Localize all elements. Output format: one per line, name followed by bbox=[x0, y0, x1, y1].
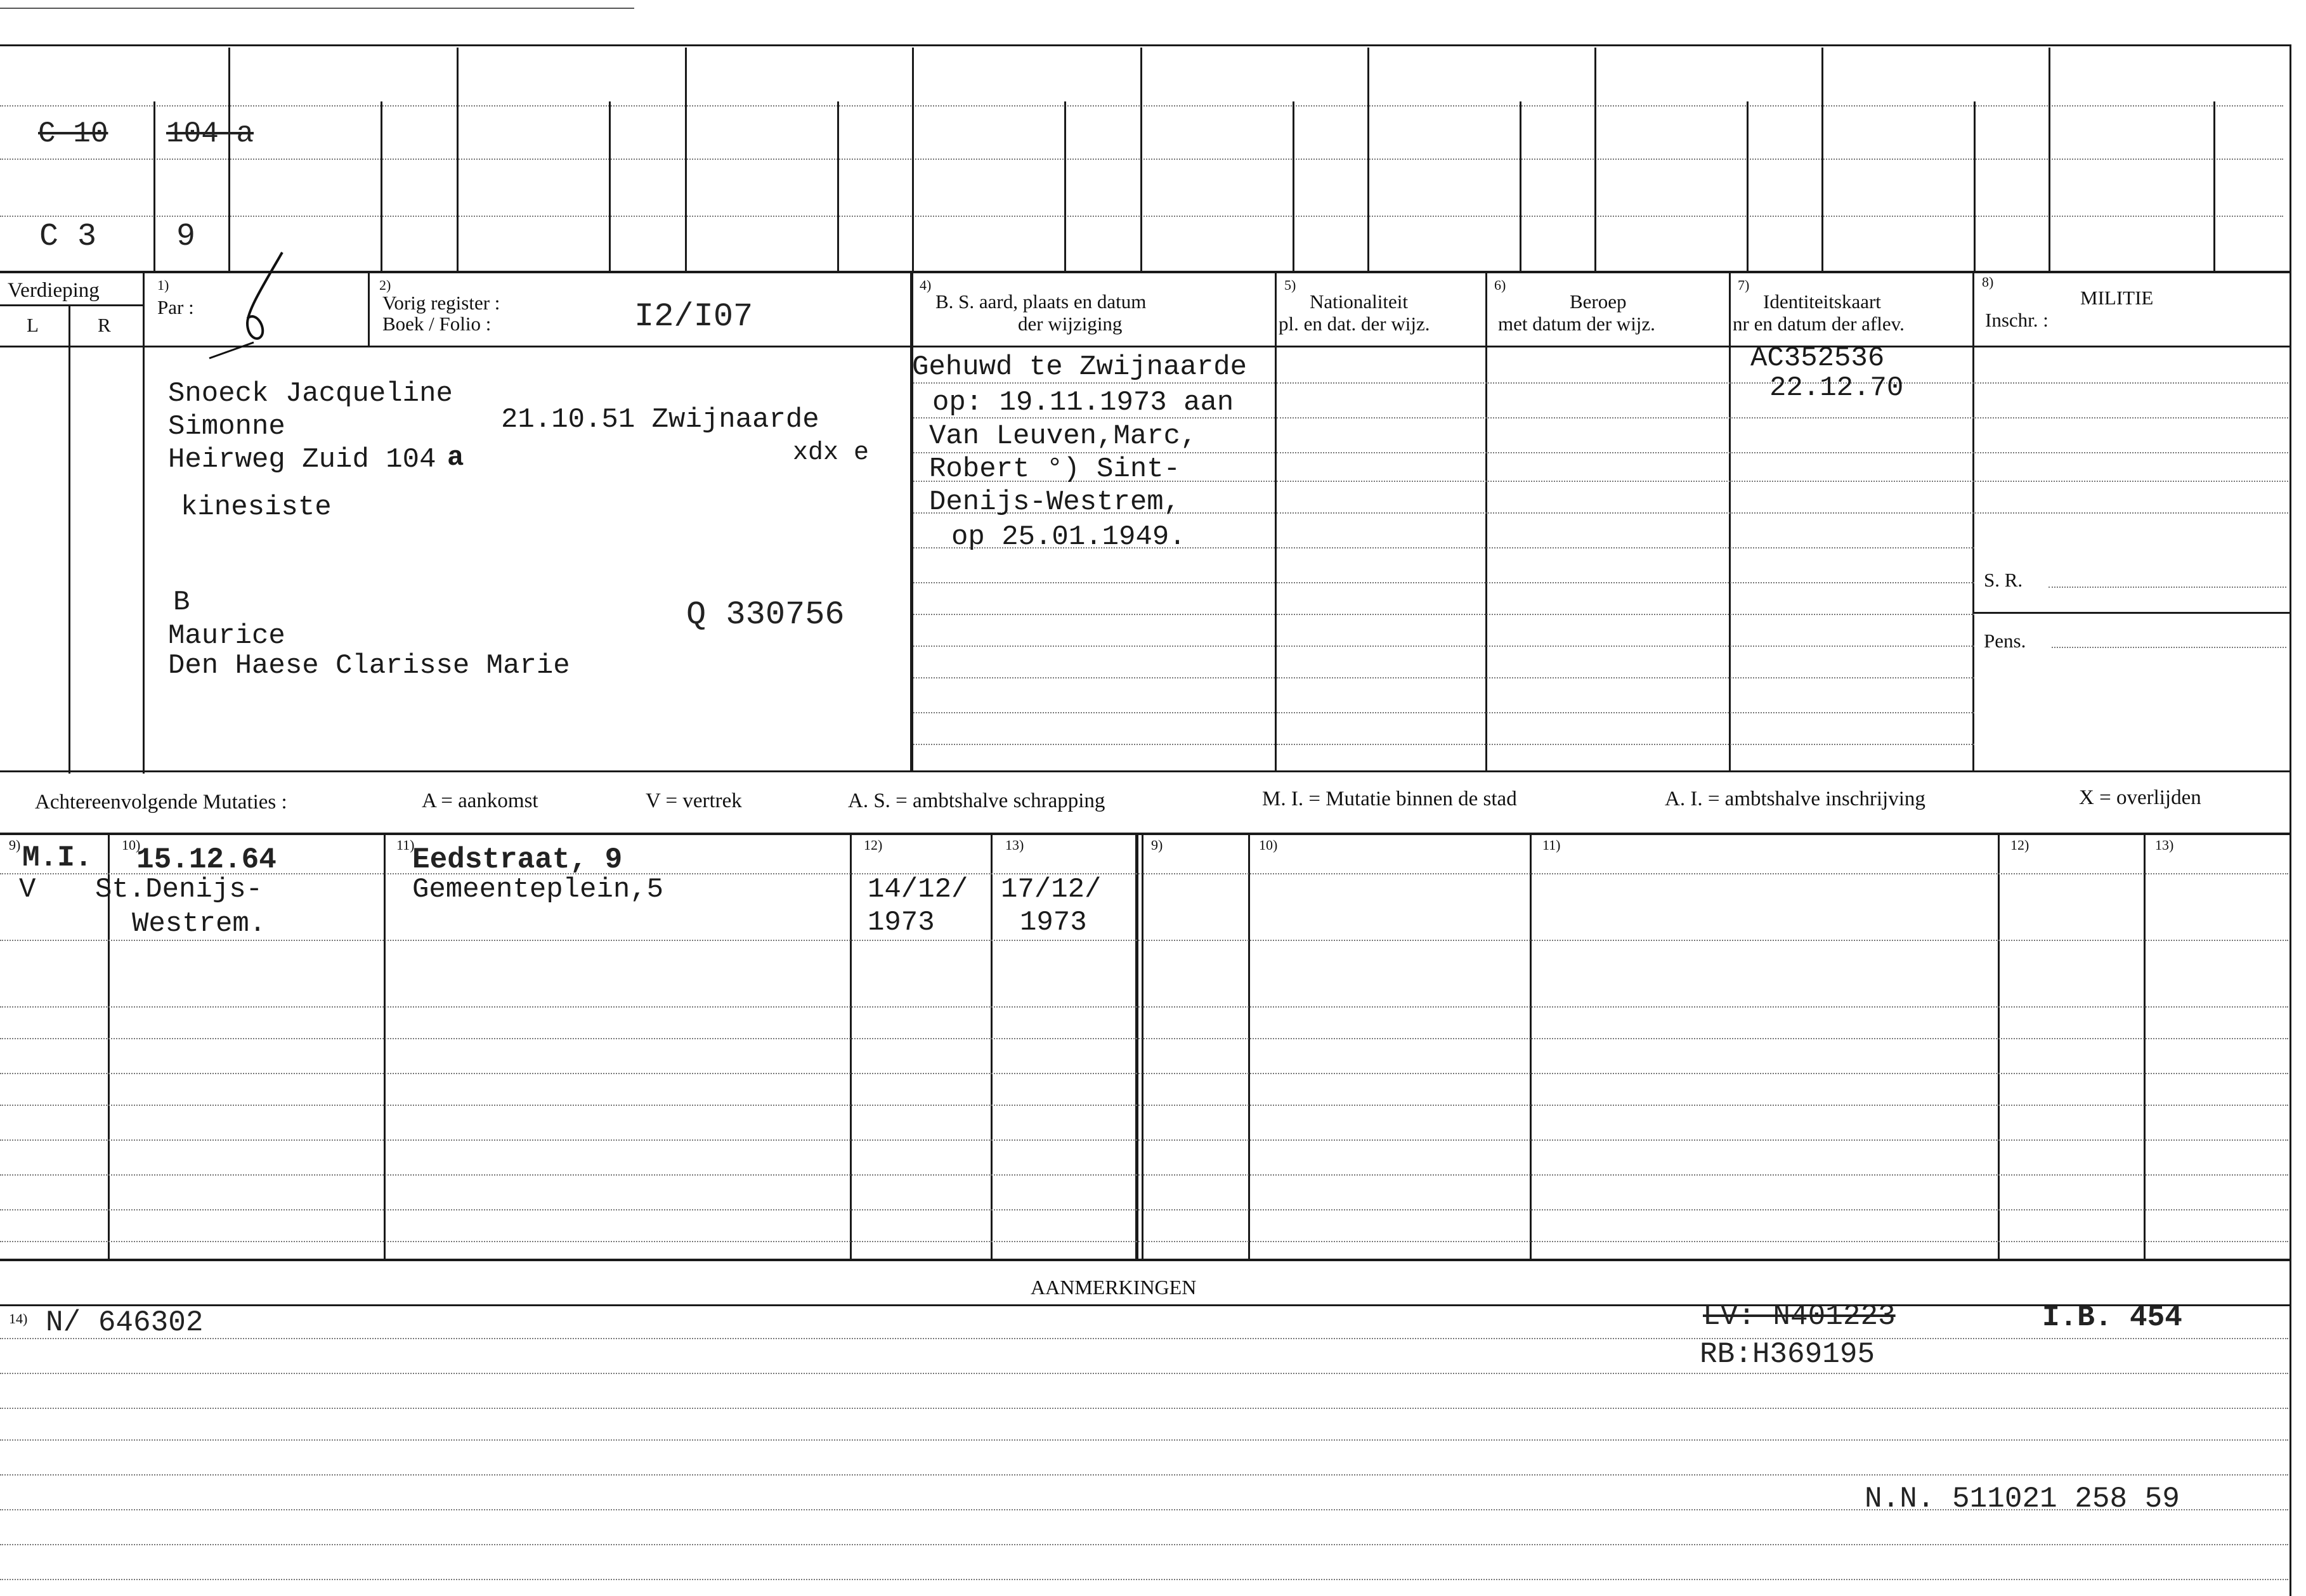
remarks-number: 14) bbox=[9, 1311, 28, 1327]
remarks-ib: I.B. 454 bbox=[2042, 1301, 2182, 1334]
person-birth-mark: xdx e bbox=[793, 439, 870, 467]
mut-col10b: 10) bbox=[1259, 837, 1278, 853]
par-number: 1) bbox=[157, 277, 169, 293]
person-code: Q 330756 bbox=[686, 596, 845, 633]
legend-overlijden: X = overlijden bbox=[2079, 786, 2201, 809]
mut-col9: 9) bbox=[9, 837, 21, 853]
remarks-nn: N.N. 511021 258 59 bbox=[1865, 1482, 2180, 1515]
mother-name: Den Haese Clarisse Marie bbox=[168, 650, 570, 682]
id-card-number: AC352536 bbox=[1750, 342, 1885, 374]
mutation-rows bbox=[0, 835, 2288, 1259]
mutation-1-address: Eedstraat, 9 bbox=[412, 843, 623, 876]
beroep-label-line1: Beroep bbox=[1570, 290, 1627, 313]
mutation-1-date: 15.12.64 bbox=[136, 843, 277, 876]
person-birth: 21.10.51 Zwijnaarde bbox=[501, 404, 819, 436]
id-label-line2: nr en datum der aflev. bbox=[1733, 313, 1905, 335]
militie-label: MILITIE bbox=[2080, 287, 2154, 309]
mut-col12b: 12) bbox=[2010, 837, 2029, 853]
remarks-lines bbox=[0, 1306, 2288, 1592]
bs-number: 4) bbox=[920, 277, 932, 293]
person-name-line2: Simonne bbox=[168, 411, 285, 443]
mut-col13: 13) bbox=[1005, 837, 1024, 853]
mutation-1-type: M.I. bbox=[22, 841, 93, 874]
legend-schrapping: A. S. = ambtshalve schrapping bbox=[848, 789, 1105, 812]
bs-change-line6: op 25.01.1949. bbox=[951, 521, 1186, 553]
ruled-columns bbox=[1277, 347, 2288, 770]
father-name: Maurice bbox=[168, 620, 285, 652]
code-9: 9 bbox=[176, 219, 196, 255]
mut-col11: 11) bbox=[396, 837, 415, 853]
legend-aankomst: A = aankomst bbox=[422, 789, 538, 812]
old-code-104a: 104 a bbox=[166, 117, 254, 150]
mut-col10: 10) bbox=[122, 837, 141, 853]
mutation-2-date12: 14/12/ bbox=[868, 874, 968, 905]
person-name-line1: Snoeck Jacqueline bbox=[168, 378, 453, 410]
nat-label-line2: pl. en dat. der wijz. bbox=[1279, 313, 1430, 335]
sr-label: S. R. bbox=[1984, 569, 2023, 591]
id-label-line1: Identiteitskaart bbox=[1763, 290, 1881, 313]
bs-change-line4: Robert °) Sint- bbox=[929, 453, 1181, 485]
old-code-c10: C 10 bbox=[38, 117, 108, 150]
beroep-label-line2: met datum der wijz. bbox=[1498, 313, 1655, 335]
code-c3: C 3 bbox=[39, 219, 97, 255]
bs-change-line1: Gehuwd te Zwijnaarde bbox=[912, 351, 1247, 383]
id-number: 7) bbox=[1738, 277, 1750, 293]
mutation-2-date13: 17/12/ bbox=[1001, 874, 1102, 905]
beroep-number: 6) bbox=[1494, 277, 1506, 293]
id-card-date: 22.12.70 bbox=[1769, 372, 1904, 404]
person-address-suffix: a bbox=[447, 442, 464, 474]
nat-number: 5) bbox=[1284, 277, 1296, 293]
mutation-3-year12: 1973 bbox=[868, 907, 935, 938]
par-signature bbox=[203, 247, 304, 361]
remarks-line1: N/ 646302 bbox=[46, 1306, 204, 1339]
par-label: Par : bbox=[157, 296, 194, 318]
remarks-lv: LV: N401223 bbox=[1703, 1300, 1896, 1333]
militie-number: 8) bbox=[1982, 274, 1994, 290]
bs-change-line3: Van Leuven,Marc, bbox=[929, 420, 1197, 452]
mutation-2-place: St.Denijs- bbox=[95, 874, 263, 905]
mut-col12: 12) bbox=[864, 837, 883, 853]
mutation-2-address: Gemeenteplein,5 bbox=[412, 874, 664, 905]
inschr-label: Inschr. : bbox=[1985, 309, 2049, 331]
pens-label: Pens. bbox=[1984, 630, 2026, 652]
vorig-number: 2) bbox=[379, 277, 391, 293]
mutation-3-place: Westrem. bbox=[132, 908, 266, 940]
floor-r-label: R bbox=[98, 314, 111, 336]
parent-label: B bbox=[173, 587, 190, 618]
mut-col13b: 13) bbox=[2155, 837, 2174, 853]
vorig-register-label: Vorig register : bbox=[382, 292, 500, 314]
mutation-2-type: V bbox=[19, 874, 36, 905]
nat-label-line1: Nationaliteit bbox=[1310, 290, 1408, 313]
legend-title: Achtereenvolgende Mutaties : bbox=[35, 791, 287, 814]
legend-inschrijving: A. I. = ambtshalve inschrijving bbox=[1665, 788, 1925, 810]
boek-folio-value: I2/I07 bbox=[634, 298, 753, 335]
bs-change-line2: op: 19.11.1973 aan bbox=[932, 387, 1234, 418]
legend-mutatie: M. I. = Mutatie binnen de stad bbox=[1262, 788, 1517, 810]
mut-col9b: 9) bbox=[1151, 837, 1163, 853]
remarks-title: AANMERKINGEN bbox=[1031, 1276, 1197, 1299]
mutation-3-year13: 1973 bbox=[1020, 907, 1087, 938]
person-profession: kinesiste bbox=[181, 491, 332, 523]
boek-folio-label: Boek / Folio : bbox=[382, 313, 492, 335]
verdieping-label: Verdieping bbox=[8, 279, 100, 302]
bs-label-line2: der wijziging bbox=[1018, 313, 1123, 335]
floor-l-label: L bbox=[27, 314, 39, 336]
bs-change-line5: Denijs-Westrem, bbox=[929, 486, 1181, 518]
remarks-rb: RB:H369195 bbox=[1700, 1338, 1875, 1371]
person-address: Heirweg Zuid 104 bbox=[168, 444, 436, 476]
top-code-grid bbox=[0, 44, 2290, 273]
bs-label-line1: B. S. aard, plaats en datum bbox=[935, 290, 1147, 313]
legend-vertrek: V = vertrek bbox=[646, 789, 742, 812]
mut-col11b: 11) bbox=[1542, 837, 1561, 853]
